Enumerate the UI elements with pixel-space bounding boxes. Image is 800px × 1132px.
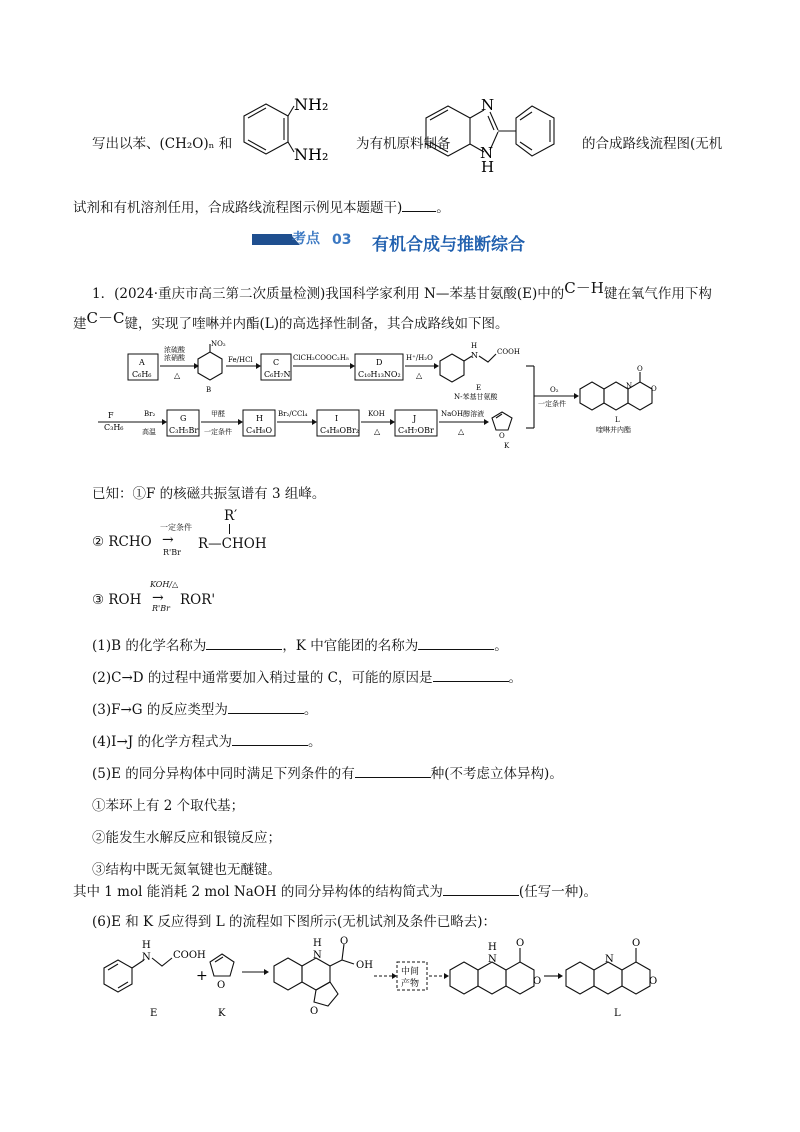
cc-bond-label: C－C: [86, 309, 125, 327]
known-2-product: R—CHOH: [198, 536, 267, 552]
question-line1: [92, 279, 712, 303]
known-2-rprime: R′: [224, 508, 238, 524]
l2-o: O: [632, 938, 641, 949]
subquestion-2: [92, 666, 522, 686]
compound-h-formula: C₄H₈O: [246, 426, 273, 435]
compound-e-name: N-苯基甘氨酸: [454, 393, 498, 401]
compound-j-formula: C₄H₇OBr: [398, 426, 434, 435]
intermediate-line1: 中间: [401, 967, 420, 977]
answer-blank-q2[interactable]: [433, 667, 509, 682]
q2-text-c: 。: [508, 670, 522, 686]
r1-mid: 浓硝酸: [164, 354, 185, 362]
known-2-cond-top: 一定条件: [160, 523, 192, 532]
question-line2-start: 建: [73, 316, 87, 332]
answer-blank-q1b[interactable]: [418, 635, 494, 650]
int1-h: H: [313, 938, 322, 949]
int2-n: N: [488, 954, 497, 965]
l-n-label: N: [626, 382, 633, 390]
nh2-bottom-label: NH₂: [294, 145, 329, 164]
intro-suffix: 的合成路线流程图(无机: [582, 136, 723, 152]
section-title: 有机合成与推断综合: [372, 235, 525, 255]
scheme2-e-n: N: [142, 952, 151, 963]
r4-bot: △: [416, 371, 423, 380]
r6-top: 甲醛: [211, 410, 225, 418]
r3-label: ClCH₂COOC₂H₅: [293, 354, 349, 362]
compound-h-name: H: [256, 414, 263, 423]
compound-l-label: L: [615, 416, 620, 424]
scheme2-plus: +: [196, 968, 208, 984]
q3-text-a: (3)F→G 的反应类型为: [92, 702, 228, 718]
q5b-text-a: 其中 1 mol 能消耗 2 mol NaOH 的同分异构体的结构简式为: [73, 884, 443, 900]
l-carbonyl-o: O: [637, 365, 643, 373]
section-label: 考点: [292, 231, 320, 247]
intro-prefix: 写出以苯、(CH₂O)ₙ 和: [92, 136, 233, 152]
compound-j-name: J: [413, 414, 417, 423]
r4-top: H⁺/H₂O: [406, 354, 433, 362]
question-line1-end: 键在氧气作用下构: [603, 286, 712, 302]
r8-bot: △: [374, 427, 381, 436]
scheme2-k-o: O: [217, 980, 226, 991]
question-line2-end: 键，实现了喹啉并内酯(L)的高选择性制备，其合成路线如下图。: [124, 316, 509, 332]
intro-line2: [73, 196, 450, 216]
question-line2: [73, 309, 509, 333]
compound-d-formula: C₁₀H₁₃NO₂: [358, 370, 401, 379]
compound-b-ring: [198, 352, 222, 380]
int1-o: O: [340, 936, 349, 947]
r8-top: KOH: [368, 410, 385, 418]
r9-bot: △: [458, 427, 465, 436]
scheme2-e-ring: [104, 960, 132, 992]
compound-d-name: D: [376, 358, 383, 367]
section-badge-bar: [252, 234, 292, 245]
answer-blank-q4[interactable]: [232, 731, 308, 746]
q5-text-c: 种(不考虑立体异构)。: [430, 766, 563, 782]
int2-ring-o: O: [533, 976, 542, 987]
scheme2-e-cooh: COOH: [173, 950, 206, 961]
condition-2: ②能发生水解反应和银镜反应；: [92, 830, 281, 846]
compound-l-name: 喹啉并内酯: [596, 426, 631, 434]
compound-k-ring: [492, 412, 512, 430]
q2-text-a: (2)C→D 的过程中通常要加入稍过量的 C，可能的原因是: [92, 670, 433, 686]
answer-blank-q5b[interactable]: [443, 881, 519, 896]
e-cooh-label: COOH: [497, 348, 520, 356]
l2-ring-o: O: [649, 976, 658, 987]
intermediate-line2: 产物: [401, 979, 420, 989]
benz-n-label: N: [481, 96, 495, 114]
subquestion-5b: [73, 880, 597, 900]
int1-oh: OH: [356, 960, 373, 971]
scheme2-e-h: H: [142, 940, 151, 951]
benz-nh-h-label: H: [481, 158, 495, 172]
subquestion-4: [92, 730, 321, 750]
r6-bot: 一定条件: [204, 428, 232, 436]
known-3-label: ③ ROH: [92, 592, 142, 608]
int1-n: N: [313, 950, 322, 961]
intro-line2-text: 试剂和有机溶剂任用，合成路线流程图示例见本题题干): [73, 200, 403, 216]
q1-text-a: (1)B 的化学名称为: [92, 638, 207, 654]
r2-label: Fe/HCl: [228, 356, 253, 364]
answer-blank-q3[interactable]: [228, 699, 304, 714]
scheme2-l-label: L: [614, 1008, 621, 1019]
known-3-product: ROR': [180, 592, 216, 608]
compound-k-label: K: [504, 442, 510, 450]
known-3-arrow: →: [152, 590, 164, 606]
subquestion-1: [92, 634, 508, 654]
compound-b-label: B: [206, 386, 212, 394]
r1-bot: △: [174, 371, 181, 380]
e-n-label: N: [471, 351, 478, 360]
ch-bond-label: C－H: [564, 279, 604, 297]
benzimidazole-product-structure: [418, 92, 578, 172]
compound-e-label: E: [476, 384, 482, 392]
compound-i-formula: C₄H₈OBr₂: [320, 426, 359, 435]
int2-h: H: [488, 942, 497, 953]
o-phenylenediamine-structure: [226, 92, 346, 172]
k-o-label: O: [499, 432, 505, 440]
synthesis-scheme: [98, 338, 734, 460]
scheme2-k-label: K: [218, 1008, 226, 1019]
intro-middle: 为有机原料制备: [356, 136, 451, 152]
compound-l-structure: [580, 372, 652, 410]
subquestion-5: [92, 762, 563, 782]
benz-nh-n-label: N: [480, 144, 494, 162]
int2-o: O: [516, 938, 525, 949]
l-ring-o: O: [651, 385, 657, 393]
answer-blank-q1a[interactable]: [206, 635, 282, 650]
e-k-to-l-scheme: [92, 932, 712, 1022]
compound-g-name: G: [180, 414, 187, 423]
e-h-label: H: [471, 342, 478, 350]
int1-ring-o: O: [310, 1006, 319, 1017]
answer-blank-q5[interactable]: [355, 763, 431, 778]
subquestion-3: [92, 698, 317, 718]
known-3-cond-top: KOH/△: [150, 580, 179, 589]
q5b-text-c: (任写一种)。: [518, 884, 597, 900]
compound-f-name: F: [108, 411, 114, 420]
compound-a-formula: C₆H₆: [132, 370, 152, 379]
q4-text-a: (4)I→J 的化学方程式为: [92, 734, 232, 750]
compound-c-formula: C₆H₇N: [264, 370, 291, 379]
compound-c-name: C: [273, 358, 280, 367]
compound-g-formula: C₃H₅Br: [169, 426, 199, 435]
known-2-cond-bot: R'Br: [163, 548, 181, 557]
q1-text-c: 。: [494, 638, 508, 654]
o2-conditions: 一定条件: [538, 400, 566, 408]
scheme2-e-label: E: [150, 1008, 158, 1019]
condition-3: ③结构中既无氮氧键也无醚键。: [92, 862, 281, 878]
q4-text-c: 。: [307, 734, 322, 750]
l2-n: N: [605, 954, 614, 965]
r7-top: Br₂/CCl₄: [278, 410, 308, 418]
subquestion-6: (6)E 和 K 反应得到 L 的流程如下图所示(无机试剂及条件已略去)：: [92, 914, 497, 930]
known-2-bond: [229, 524, 230, 534]
question-line1-text: 1．(2024·重庆市高三第二次质量检测)我国科学家利用 N—苯基甘氨酸(E)中的: [92, 286, 565, 302]
o2-label: O₂: [550, 386, 559, 394]
known-3-cond-bot: R'Br: [152, 604, 170, 613]
compound-i-name: I: [335, 414, 339, 423]
r5-top: Br₂: [144, 410, 156, 418]
known-2-arrow: →: [162, 532, 174, 548]
intro-line2-end: 。: [436, 200, 450, 216]
condition-1: ①苯环上有 2 个取代基；: [92, 798, 245, 814]
r9-top: NaOH醇溶液: [441, 410, 485, 418]
nh2-top-label: NH₂: [294, 95, 329, 114]
q3-text-c: 。: [303, 702, 318, 718]
section-number: 03: [332, 232, 352, 248]
known-title: 已知：①F 的核磁共振氢谱有 3 组峰。: [92, 486, 326, 502]
compound-e-ring: [440, 354, 464, 382]
q1-text-b: ，K 中官能团的名称为: [282, 638, 419, 654]
q5-text-a: (5)E 的同分异构体中同时满足下列条件的有: [92, 766, 355, 782]
r5-bot: 高温: [142, 428, 156, 436]
no2-label: NO₂: [211, 340, 226, 348]
known-2-label: ② RCHO: [92, 534, 152, 550]
r1-top: 浓硫酸: [164, 346, 185, 354]
answer-blank-route[interactable]: [402, 197, 436, 212]
compound-f-formula: C₃H₆: [104, 423, 124, 432]
compound-a-name: A: [139, 358, 145, 367]
